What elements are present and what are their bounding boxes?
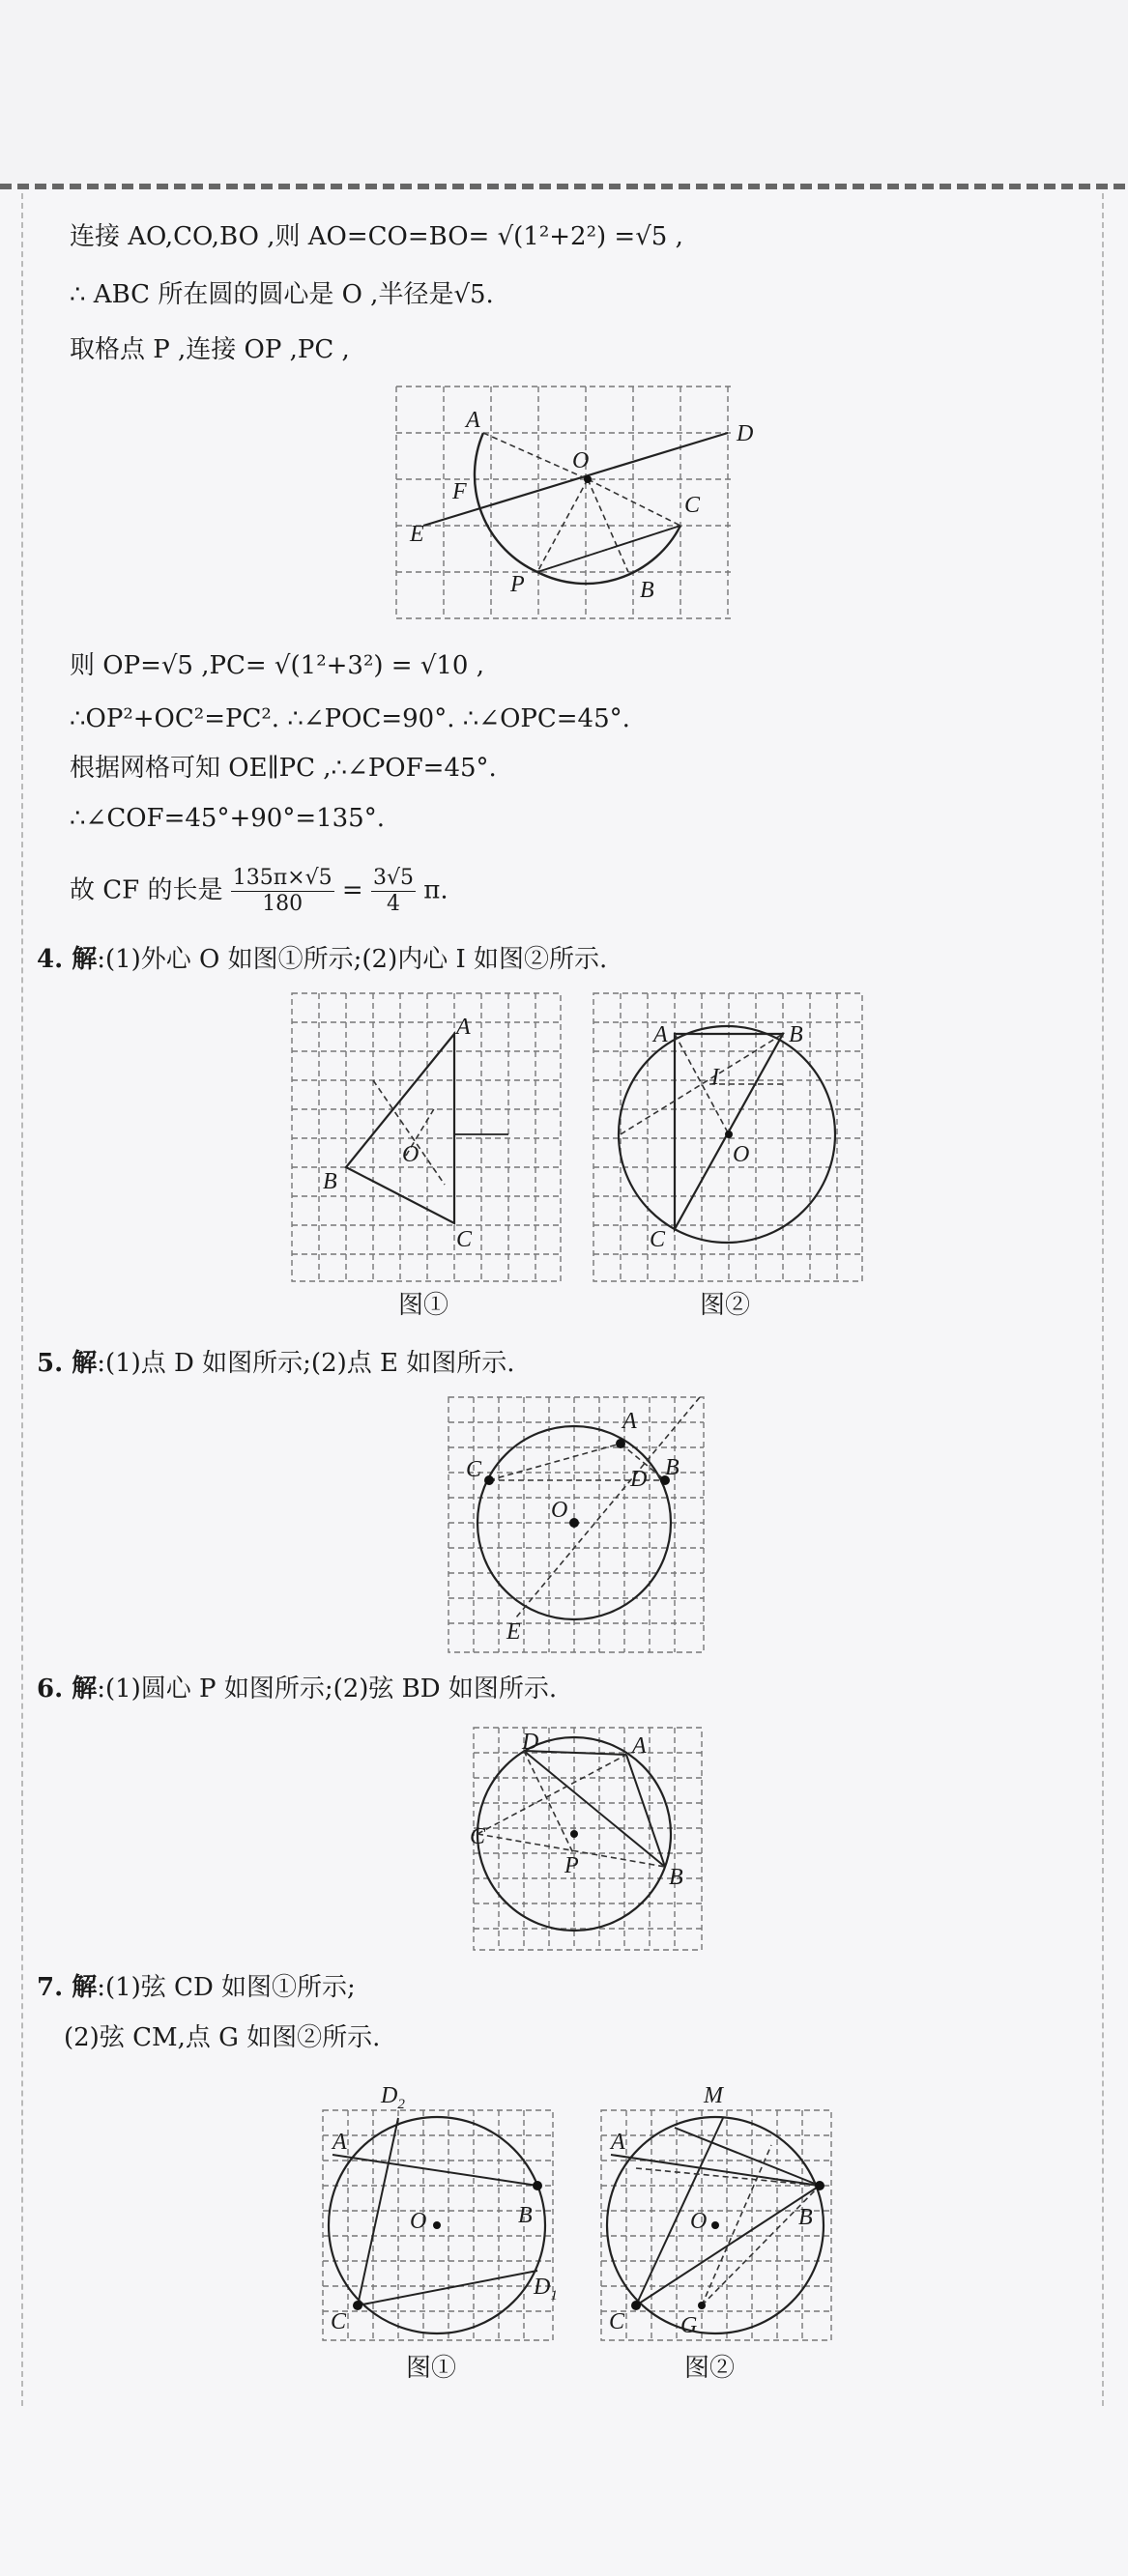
label-c: C xyxy=(456,1227,473,1252)
figure-5 xyxy=(447,1395,708,1656)
fraction-2-num: 3√5 xyxy=(372,866,414,890)
label-c: C xyxy=(609,2309,625,2334)
text-line-7: ∴∠COF=45°+90°=135°. xyxy=(70,804,385,833)
text-line-1: 连接 AO,CO,BO ,则 AO=CO=BO= √(1²+2²) =√5 , xyxy=(70,222,683,251)
arc-length-label: 故 CF 的长是 xyxy=(70,875,223,905)
top-blank-band xyxy=(0,0,1128,184)
label-a: A xyxy=(653,1022,668,1047)
grid xyxy=(396,386,731,618)
equals-sign: = xyxy=(341,875,363,905)
label-c: C xyxy=(466,1457,482,1482)
text-line-2: ∴ ABC 所在圆的圆心是 O ,半径是√5. xyxy=(70,280,494,309)
point-b xyxy=(533,2181,542,2190)
label-b: B xyxy=(665,1455,680,1480)
q6-line xyxy=(37,1673,557,1705)
label-b: B xyxy=(789,1022,803,1047)
label-o: O xyxy=(572,448,590,473)
arc-ab xyxy=(475,433,537,572)
q7-line-2: (2)弦 CM,点 G 如图②所示. xyxy=(64,2023,381,2052)
q5-number: 5. 解 xyxy=(37,1349,98,1378)
label-o: O xyxy=(410,2209,427,2234)
figure-7-1 xyxy=(319,2077,570,2346)
fraction-2 xyxy=(371,866,416,917)
label-b: B xyxy=(323,1169,337,1194)
label-o: O xyxy=(690,2209,708,2234)
label-d: D xyxy=(522,1730,539,1755)
label-o: O xyxy=(551,1498,568,1523)
label-f: F xyxy=(452,479,467,504)
fraction-1 xyxy=(231,866,334,917)
label-e: E xyxy=(506,1619,521,1645)
label-c: C xyxy=(650,1227,666,1252)
point-c xyxy=(484,1475,494,1485)
label-a: A xyxy=(611,2130,625,2155)
label-o: O xyxy=(402,1142,419,1167)
label-d: D xyxy=(630,1467,648,1492)
text-line-8 xyxy=(70,866,448,917)
q6-number: 6. 解 xyxy=(37,1674,98,1703)
caption-7-1: 图① xyxy=(406,2354,457,2383)
label-d: D xyxy=(737,421,754,446)
point-a xyxy=(616,1439,625,1448)
q7-line-1 xyxy=(37,1971,356,2004)
label-c: C xyxy=(331,2309,347,2334)
center-o xyxy=(433,2221,441,2229)
label-p: P xyxy=(564,1853,579,1878)
label-b: B xyxy=(669,1865,683,1890)
q4-line xyxy=(37,943,607,976)
label-a: A xyxy=(622,1409,637,1434)
center-p xyxy=(570,1830,578,1838)
label-p: P xyxy=(510,572,525,597)
caption-4-1: 图① xyxy=(398,1291,449,1320)
point-b xyxy=(815,2181,824,2190)
figure-7-2 xyxy=(597,2077,849,2346)
label-b: B xyxy=(518,2203,533,2228)
label-a: A xyxy=(632,1733,647,1759)
header-dashed-rule xyxy=(0,184,1128,189)
text-line-6: 根据网格可知 OE∥PC ,∴∠POF=45°. xyxy=(70,754,497,783)
q4-number: 4. 解 xyxy=(37,945,98,974)
pi-tail: π. xyxy=(423,875,448,905)
arc-bc xyxy=(537,526,680,584)
point-c xyxy=(353,2301,362,2310)
label-d2: $D_2$ xyxy=(381,2083,405,2112)
fraction-2-den: 4 xyxy=(386,892,400,916)
text-line-3: 取格点 P ,连接 OP ,PC , xyxy=(70,335,350,364)
figure-6 xyxy=(472,1726,706,1952)
text-line-5: ∴OP²+OC²=PC². ∴∠POC=90°. ∴∠OPC=45°. xyxy=(70,704,630,733)
caption-7-2: 图② xyxy=(684,2354,736,2383)
fraction-1-den: 180 xyxy=(262,892,304,916)
center-o xyxy=(569,1518,579,1528)
point-g xyxy=(698,2302,706,2309)
q7-text-1: :(1)弦 CD 如图①所示; xyxy=(97,1973,356,2002)
left-margin-line xyxy=(21,193,23,2406)
q7-number: 7. 解 xyxy=(37,1973,98,2002)
fraction-1-num: 135π×√5 xyxy=(232,866,333,890)
center-o xyxy=(711,2221,719,2229)
label-a: A xyxy=(333,2130,347,2155)
label-c: C xyxy=(470,1824,486,1849)
label-i: I xyxy=(711,1065,719,1090)
q5-text: :(1)点 D 如图所示;(2)点 E 如图所示. xyxy=(97,1349,515,1378)
label-g: G xyxy=(680,2313,698,2338)
caption-4-2: 图② xyxy=(700,1291,751,1320)
q6-text: :(1)圆心 P 如图所示;(2)弦 BD 如图所示. xyxy=(97,1674,558,1703)
right-margin-line xyxy=(1102,193,1104,2406)
label-a: A xyxy=(456,1015,471,1040)
q4-text: :(1)外心 O 如图①所示;(2)内心 I 如图②所示. xyxy=(97,945,608,974)
text-line-4: 则 OP=√5 ,PC= √(1²+3²) = √10 , xyxy=(70,651,485,680)
label-b: B xyxy=(798,2205,813,2230)
point-c xyxy=(631,2301,641,2310)
label-o: O xyxy=(733,1142,750,1167)
center-o xyxy=(584,475,592,483)
label-b: B xyxy=(640,578,654,603)
label-c: C xyxy=(684,493,701,518)
figure-4-1 xyxy=(290,991,564,1283)
figure-4-2 xyxy=(592,991,866,1283)
label-d1: $D_1$ xyxy=(534,2275,558,2304)
center-o xyxy=(725,1131,733,1138)
label-e: E xyxy=(410,522,424,547)
label-a: A xyxy=(466,408,480,433)
q5-line xyxy=(37,1347,515,1380)
figure-arc-abc xyxy=(394,385,781,622)
label-m: M xyxy=(704,2083,723,2108)
